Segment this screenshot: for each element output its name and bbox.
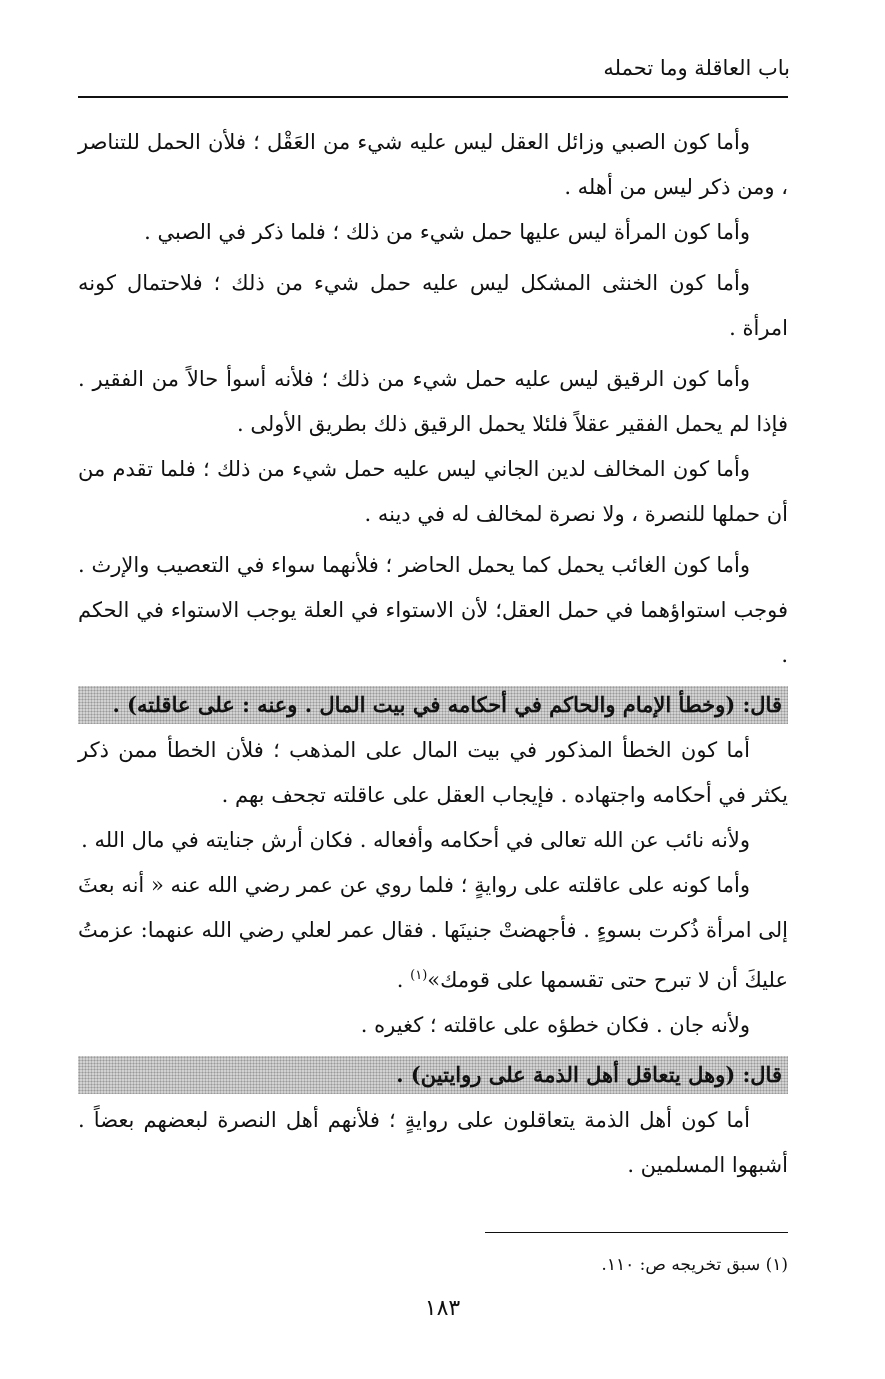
paragraph-text: وأما كونه على عاقلته على روايةٍ ؛ فلما روي عن عمر رضي الله عنه « أنه بعثَ إلى امرأة ذُكرت بسوءٍ . فأجهضتْ جنينَها . فقال عمر لعلي رضي الله عنهما: عزمتُ عليكَ أن لا تبرح حتى تقسمها على قومك» [78,873,788,992]
paragraph: أما كون الخطأ المذكور في بيت المال على المذهب ؛ فلأن الخطأ ممن ذكر يكثر في أحكامه واجتهاده . فإيجاب العقل على عاقلته تجحف بهم . [78,738,788,807]
paragraph: وأما كون الخنثى المشكل ليس عليه حمل شيء من ذلك ؛ فلاحتمال كونه امرأة . [78,271,788,340]
paragraph: وأما كون الصبي وزائل العقل ليس عليه شيء من العَقْل ؛ فلأن الحمل للتناصر ، ومن ذكر ليس من أهله . [78,130,788,199]
paragraph: أما كون أهل الذمة يتعاقلون على روايةٍ ؛ فلأنهم أهل النصرة لبعضهم بعضاً . أشبهوا المسلمين . [78,1108,788,1177]
paragraph: وأما كون الغائب يحمل كما يحمل الحاضر ؛ فلأنهما سواء في التعصيب والإرث . فوجب استواؤهما في حمل العقل؛ لأن الاستواء في العلة يوجب الاستواء في الحكم . [78,553,788,667]
paragraph-end: . [396,968,411,992]
paragraph: وأما كون الرقيق ليس عليه حمل شيء من ذلك ؛ فلأنه أسوأ حالاً من الفقير . فإذا لم يحمل الفقير عقلاً فلئلا يحمل الرقيق ذلك بطريق الأولى . [78,367,788,436]
footnote: (١) سبق تخريجه ص: ١١٠. [601,1255,788,1275]
page-body [78,120,788,1188]
page-number: ١٨٣ [424,1296,461,1321]
paragraph: وأما كون المخالف لدين الجاني ليس عليه حمل شيء من ذلك ؛ فلما تقدم من أن حملها للنصرة ، ولا نصرة لمخالف له في دينه . [78,457,788,526]
running-header: باب العاقلة وما تحمله [603,56,790,80]
paragraph: ولأنه نائب عن الله تعالى في أحكامه وأفعاله . فكان أرش جنايته في مال الله . [81,828,750,852]
header-rule [78,96,788,98]
section-heading: قال: (وخطأ الإمام والحاكم في أحكامه في بيت المال . وعنه : على عاقلته) . [78,686,788,724]
paragraph: ولأنه جان . فكان خطؤه على عاقلته ؛ كغيره . [360,1013,750,1037]
paragraph: وأما كون المرأة ليس عليها حمل شيء من ذلك ؛ فلما ذكر في الصبي . [144,220,750,244]
paragraph [78,863,788,1003]
footnote-rule [485,1232,788,1233]
footnote-reference[interactable]: (١) [410,968,428,983]
section-heading: قال: (وهل يتعاقل أهل الذمة على روايتين) . [78,1056,788,1094]
